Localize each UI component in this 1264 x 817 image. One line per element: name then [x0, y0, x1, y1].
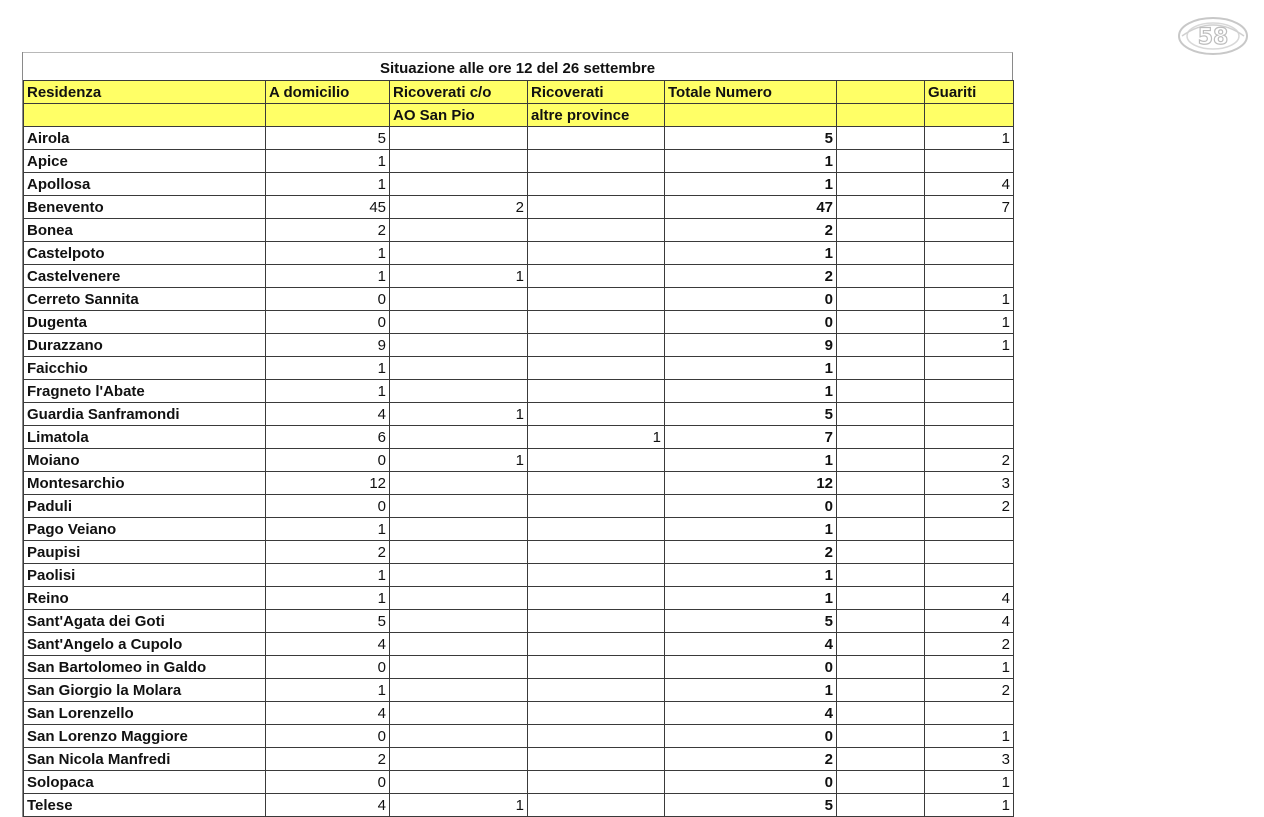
- residenza-cell: Reino: [24, 587, 266, 610]
- totale-cell: 1: [665, 173, 837, 196]
- col-a-domicilio-header: A domicilio: [266, 81, 390, 104]
- table-row: [24, 610, 1014, 633]
- ricoverati-altre-cell: [528, 702, 665, 725]
- residenza-cell: Castelpoto: [24, 242, 266, 265]
- domicilio-cell: 4: [266, 702, 390, 725]
- blank-cell: [837, 311, 925, 334]
- ricoverati-ao-cell: [390, 173, 528, 196]
- guariti-cell: 1: [925, 656, 1014, 679]
- totale-cell: 1: [665, 380, 837, 403]
- blank-cell: [837, 679, 925, 702]
- guariti-cell: 1: [925, 794, 1014, 817]
- residenza-cell: Moiano: [24, 449, 266, 472]
- ricoverati-ao-cell: [390, 334, 528, 357]
- blank-cell: [837, 633, 925, 656]
- guariti-cell: 3: [925, 472, 1014, 495]
- ricoverati-altre-cell: [528, 357, 665, 380]
- totale-cell: 4: [665, 633, 837, 656]
- table-row: [24, 449, 1014, 472]
- domicilio-cell: 0: [266, 449, 390, 472]
- domicilio-cell: 12: [266, 472, 390, 495]
- table-row: [24, 633, 1014, 656]
- totale-cell: 2: [665, 748, 837, 771]
- guariti-cell: [925, 265, 1014, 288]
- ricoverati-altre-cell: [528, 265, 665, 288]
- residenza-cell: Apollosa: [24, 173, 266, 196]
- ricoverati-altre-cell: [528, 771, 665, 794]
- ricoverati-ao-cell: [390, 472, 528, 495]
- totale-cell: 2: [665, 541, 837, 564]
- blank-cell: [837, 242, 925, 265]
- totale-cell: 0: [665, 311, 837, 334]
- totale-cell: 7: [665, 426, 837, 449]
- guariti-cell: 1: [925, 127, 1014, 150]
- residenza-cell: Limatola: [24, 426, 266, 449]
- ricoverati-altre-cell: [528, 633, 665, 656]
- table-row: [24, 173, 1014, 196]
- totale-cell: 1: [665, 679, 837, 702]
- ricoverati-ao-cell: [390, 656, 528, 679]
- residenza-cell: Fragneto l'Abate: [24, 380, 266, 403]
- ricoverati-altre-cell: [528, 495, 665, 518]
- guariti-cell: [925, 242, 1014, 265]
- domicilio-cell: 1: [266, 380, 390, 403]
- residenza-cell: San Nicola Manfredi: [24, 748, 266, 771]
- ricoverati-altre-cell: [528, 288, 665, 311]
- table-row: [24, 127, 1014, 150]
- ricoverati-altre-cell: [528, 656, 665, 679]
- domicilio-cell: 2: [266, 219, 390, 242]
- residenza-cell: Airola: [24, 127, 266, 150]
- col-blank-header: [837, 81, 925, 104]
- residenza-cell: San Lorenzo Maggiore: [24, 725, 266, 748]
- ricoverati-ao-cell: [390, 610, 528, 633]
- domicilio-cell: 1: [266, 679, 390, 702]
- blank-cell: [837, 219, 925, 242]
- totale-cell: 0: [665, 725, 837, 748]
- ricoverati-altre-cell: [528, 472, 665, 495]
- totale-cell: 2: [665, 265, 837, 288]
- totale-cell: 0: [665, 656, 837, 679]
- residenza-cell: Telese: [24, 794, 266, 817]
- domicilio-cell: 1: [266, 564, 390, 587]
- ricoverati-ao-cell: [390, 679, 528, 702]
- ricoverati-altre-cell: [528, 587, 665, 610]
- table-row: [24, 380, 1014, 403]
- blank-cell: [837, 403, 925, 426]
- guariti-cell: [925, 564, 1014, 587]
- residenza-cell: San Giorgio la Molara: [24, 679, 266, 702]
- totale-cell: 5: [665, 794, 837, 817]
- table-row: [24, 426, 1014, 449]
- table-row: [24, 357, 1014, 380]
- ricoverati-altre-cell: [528, 334, 665, 357]
- blank-cell: [837, 150, 925, 173]
- domicilio-cell: 5: [266, 610, 390, 633]
- ricoverati-altre-cell: [528, 196, 665, 219]
- ricoverati-ao-cell: [390, 219, 528, 242]
- table-row: [24, 518, 1014, 541]
- totale-cell: 4: [665, 702, 837, 725]
- guariti-cell: [925, 380, 1014, 403]
- ricoverati-ao-cell: 1: [390, 794, 528, 817]
- guariti-cell: [925, 426, 1014, 449]
- ricoverati-altre-cell: [528, 311, 665, 334]
- table-row: [24, 564, 1014, 587]
- domicilio-cell: 4: [266, 633, 390, 656]
- ricoverati-ao-cell: [390, 242, 528, 265]
- ricoverati-ao-cell: [390, 288, 528, 311]
- domicilio-cell: 45: [266, 196, 390, 219]
- col-a-domicilio-header: [266, 104, 390, 127]
- col-residenza-header: [24, 104, 266, 127]
- ricoverati-altre-cell: 1: [528, 426, 665, 449]
- guariti-cell: 4: [925, 610, 1014, 633]
- guariti-cell: [925, 219, 1014, 242]
- domicilio-cell: 1: [266, 150, 390, 173]
- totale-cell: 1: [665, 564, 837, 587]
- ricoverati-altre-cell: [528, 380, 665, 403]
- ricoverati-ao-cell: [390, 495, 528, 518]
- totale-cell: 1: [665, 518, 837, 541]
- guariti-cell: [925, 150, 1014, 173]
- table-row: [24, 794, 1014, 817]
- table-row: [24, 679, 1014, 702]
- ricoverati-ao-cell: [390, 702, 528, 725]
- totale-cell: 5: [665, 403, 837, 426]
- blank-cell: [837, 449, 925, 472]
- domicilio-cell: 0: [266, 495, 390, 518]
- ricoverati-ao-cell: [390, 725, 528, 748]
- table-row: [24, 472, 1014, 495]
- residenza-cell: Pago Veiano: [24, 518, 266, 541]
- domicilio-cell: 4: [266, 403, 390, 426]
- col-ricoverati-ao-header: Ricoverati c/o: [390, 81, 528, 104]
- guariti-cell: [925, 702, 1014, 725]
- ricoverati-ao-cell: [390, 771, 528, 794]
- blank-cell: [837, 725, 925, 748]
- totale-cell: 0: [665, 288, 837, 311]
- ricoverati-altre-cell: [528, 725, 665, 748]
- guariti-cell: [925, 403, 1014, 426]
- ricoverati-altre-cell: [528, 518, 665, 541]
- domicilio-cell: 0: [266, 771, 390, 794]
- domicilio-cell: 5: [266, 127, 390, 150]
- guariti-cell: 2: [925, 495, 1014, 518]
- guariti-cell: 1: [925, 334, 1014, 357]
- totale-cell: 1: [665, 150, 837, 173]
- totale-cell: 0: [665, 771, 837, 794]
- totale-cell: 9: [665, 334, 837, 357]
- ricoverati-altre-cell: [528, 403, 665, 426]
- ricoverati-ao-cell: 2: [390, 196, 528, 219]
- ricoverati-ao-cell: [390, 380, 528, 403]
- table-row: [24, 771, 1014, 794]
- covid-situation-table: [22, 52, 1013, 817]
- residenza-cell: San Bartolomeo in Galdo: [24, 656, 266, 679]
- table-row: [24, 702, 1014, 725]
- residenza-cell: Cerreto Sannita: [24, 288, 266, 311]
- ricoverati-altre-cell: [528, 748, 665, 771]
- ricoverati-ao-cell: [390, 564, 528, 587]
- residence-table: [23, 80, 1014, 817]
- header-row: [24, 81, 1014, 104]
- guariti-cell: 1: [925, 288, 1014, 311]
- residenza-cell: Montesarchio: [24, 472, 266, 495]
- header-subrow: [24, 104, 1014, 127]
- totale-cell: 1: [665, 587, 837, 610]
- guariti-cell: [925, 541, 1014, 564]
- ricoverati-altre-cell: [528, 679, 665, 702]
- blank-cell: [837, 564, 925, 587]
- residenza-cell: San Lorenzello: [24, 702, 266, 725]
- residenza-cell: Dugenta: [24, 311, 266, 334]
- domicilio-cell: 0: [266, 311, 390, 334]
- table-row: [24, 150, 1014, 173]
- blank-cell: [837, 541, 925, 564]
- blank-cell: [837, 656, 925, 679]
- col-blank-header: [837, 104, 925, 127]
- blank-cell: [837, 127, 925, 150]
- ricoverati-ao-cell: [390, 518, 528, 541]
- residenza-cell: Apice: [24, 150, 266, 173]
- residenza-cell: Guardia Sanframondi: [24, 403, 266, 426]
- guariti-cell: [925, 357, 1014, 380]
- domicilio-cell: 1: [266, 265, 390, 288]
- table-row: [24, 196, 1014, 219]
- channel-logo-text: 58: [1197, 25, 1229, 50]
- guariti-cell: [925, 518, 1014, 541]
- residenza-cell: Paupisi: [24, 541, 266, 564]
- ricoverati-ao-cell: [390, 426, 528, 449]
- ricoverati-altre-cell: [528, 610, 665, 633]
- blank-cell: [837, 173, 925, 196]
- residenza-cell: Sant'Angelo a Cupolo: [24, 633, 266, 656]
- guariti-cell: 2: [925, 633, 1014, 656]
- table-row: [24, 242, 1014, 265]
- col-guariti-header: Guariti: [925, 81, 1014, 104]
- domicilio-cell: 2: [266, 541, 390, 564]
- residenza-cell: Solopaca: [24, 771, 266, 794]
- ricoverati-ao-cell: 1: [390, 265, 528, 288]
- col-guariti-header: [925, 104, 1014, 127]
- guariti-cell: 1: [925, 725, 1014, 748]
- ricoverati-ao-cell: [390, 150, 528, 173]
- totale-cell: 1: [665, 357, 837, 380]
- col-ricoverati-altre-header: altre province: [528, 104, 665, 127]
- col-residenza-header: Residenza: [24, 81, 266, 104]
- table-row: [24, 288, 1014, 311]
- totale-cell: 1: [665, 449, 837, 472]
- residenza-cell: Paolisi: [24, 564, 266, 587]
- ricoverati-altre-cell: [528, 541, 665, 564]
- guariti-cell: 2: [925, 449, 1014, 472]
- guariti-cell: 4: [925, 173, 1014, 196]
- col-ricoverati-ao-header: AO San Pio: [390, 104, 528, 127]
- guariti-cell: 1: [925, 311, 1014, 334]
- blank-cell: [837, 288, 925, 311]
- blank-cell: [837, 794, 925, 817]
- residenza-cell: Paduli: [24, 495, 266, 518]
- residenza-cell: Faicchio: [24, 357, 266, 380]
- guariti-cell: 7: [925, 196, 1014, 219]
- totale-cell: 5: [665, 610, 837, 633]
- ricoverati-altre-cell: [528, 242, 665, 265]
- ricoverati-ao-cell: [390, 311, 528, 334]
- blank-cell: [837, 518, 925, 541]
- blank-cell: [837, 748, 925, 771]
- residenza-cell: Castelvenere: [24, 265, 266, 288]
- col-totale-header: [665, 104, 837, 127]
- guariti-cell: 3: [925, 748, 1014, 771]
- ricoverati-altre-cell: [528, 219, 665, 242]
- domicilio-cell: 1: [266, 587, 390, 610]
- blank-cell: [837, 380, 925, 403]
- totale-cell: 12: [665, 472, 837, 495]
- ricoverati-ao-cell: 1: [390, 449, 528, 472]
- residenza-cell: Benevento: [24, 196, 266, 219]
- blank-cell: [837, 196, 925, 219]
- table-row: [24, 541, 1014, 564]
- totale-cell: 2: [665, 219, 837, 242]
- domicilio-cell: 0: [266, 725, 390, 748]
- ricoverati-ao-cell: [390, 357, 528, 380]
- ricoverati-ao-cell: [390, 587, 528, 610]
- table-row: [24, 265, 1014, 288]
- ricoverati-ao-cell: [390, 127, 528, 150]
- domicilio-cell: 4: [266, 794, 390, 817]
- domicilio-cell: 9: [266, 334, 390, 357]
- ricoverati-altre-cell: [528, 794, 665, 817]
- table-row: [24, 495, 1014, 518]
- table-row: [24, 748, 1014, 771]
- ricoverati-ao-cell: [390, 633, 528, 656]
- domicilio-cell: 1: [266, 173, 390, 196]
- domicilio-cell: 1: [266, 518, 390, 541]
- ricoverati-altre-cell: [528, 564, 665, 587]
- blank-cell: [837, 426, 925, 449]
- domicilio-cell: 6: [266, 426, 390, 449]
- col-totale-header: Totale Numero: [665, 81, 837, 104]
- blank-cell: [837, 334, 925, 357]
- table-row: [24, 219, 1014, 242]
- blank-cell: [837, 771, 925, 794]
- residenza-cell: Bonea: [24, 219, 266, 242]
- table-row: [24, 403, 1014, 426]
- table-title: Situazione alle ore 12 del 26 settembre: [23, 52, 1013, 80]
- guariti-cell: 4: [925, 587, 1014, 610]
- domicilio-cell: 0: [266, 288, 390, 311]
- domicilio-cell: 2: [266, 748, 390, 771]
- ricoverati-altre-cell: [528, 127, 665, 150]
- totale-cell: 47: [665, 196, 837, 219]
- domicilio-cell: 1: [266, 242, 390, 265]
- blank-cell: [837, 610, 925, 633]
- totale-cell: 5: [665, 127, 837, 150]
- blank-cell: [837, 472, 925, 495]
- totale-cell: 1: [665, 242, 837, 265]
- ricoverati-altre-cell: [528, 173, 665, 196]
- channel-logo: [1176, 14, 1250, 58]
- ricoverati-ao-cell: [390, 748, 528, 771]
- blank-cell: [837, 702, 925, 725]
- col-ricoverati-altre-header: Ricoverati: [528, 81, 665, 104]
- totale-cell: 0: [665, 495, 837, 518]
- table-row: [24, 334, 1014, 357]
- blank-cell: [837, 495, 925, 518]
- table-row: [24, 311, 1014, 334]
- ricoverati-ao-cell: 1: [390, 403, 528, 426]
- ricoverati-altre-cell: [528, 150, 665, 173]
- guariti-cell: 2: [925, 679, 1014, 702]
- blank-cell: [837, 357, 925, 380]
- domicilio-cell: 0: [266, 656, 390, 679]
- domicilio-cell: 1: [266, 357, 390, 380]
- residenza-cell: Sant'Agata dei Goti: [24, 610, 266, 633]
- ricoverati-altre-cell: [528, 449, 665, 472]
- blank-cell: [837, 587, 925, 610]
- table-row: [24, 656, 1014, 679]
- blank-cell: [837, 265, 925, 288]
- residenza-cell: Durazzano: [24, 334, 266, 357]
- guariti-cell: 1: [925, 771, 1014, 794]
- ricoverati-ao-cell: [390, 541, 528, 564]
- table-row: [24, 587, 1014, 610]
- table-row: [24, 725, 1014, 748]
